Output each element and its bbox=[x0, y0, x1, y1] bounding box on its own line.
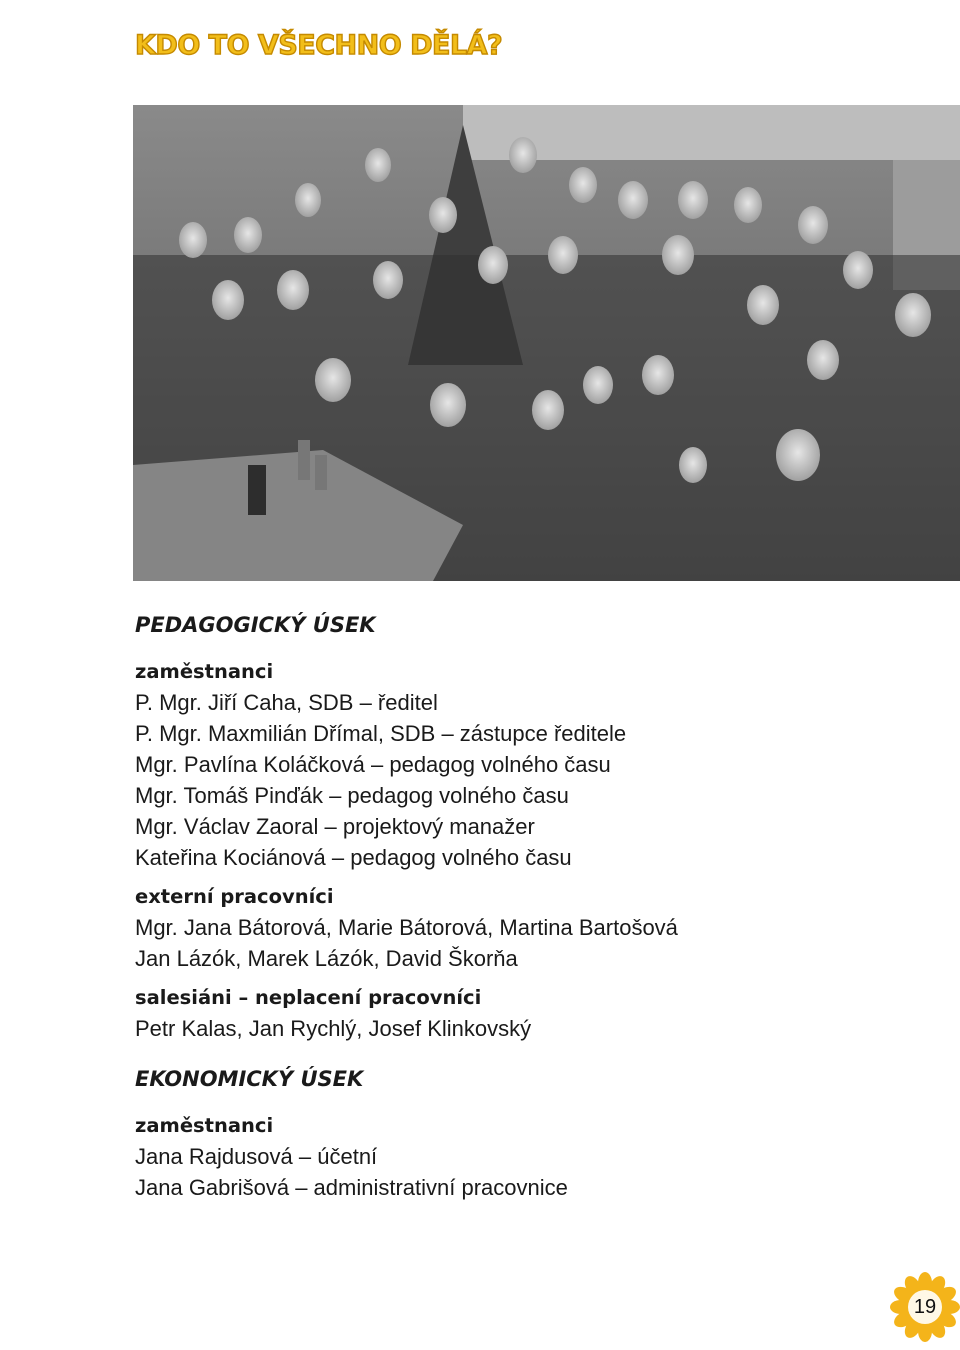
list-item: P. Mgr. Maxmilián Dřímal, SDB – zástupce ředitele bbox=[135, 721, 627, 746]
list-item: Petr Kalas, Jan Rychlý, Josef Klinkovský bbox=[135, 1016, 532, 1041]
section-pedagogicky bbox=[135, 610, 895, 1044]
list-item: P. Mgr. Jiří Caha, SDB – ředitel bbox=[135, 690, 438, 715]
group-label: externí pracovníci bbox=[135, 885, 334, 908]
group-externi bbox=[135, 882, 895, 974]
group-salesiani bbox=[135, 983, 895, 1044]
group-label: salesiáni – neplacení pracovníci bbox=[135, 986, 482, 1009]
group-zamestnanci bbox=[135, 657, 895, 873]
list-item: Kateřina Kociánová – pedagog volného času bbox=[135, 845, 572, 870]
section-ekonomicky bbox=[135, 1064, 895, 1203]
section-heading: EKONOMICKÝ ÚSEK bbox=[135, 1067, 364, 1091]
group-photo bbox=[133, 105, 960, 581]
page-title: KDO TO VŠECHNO DĚLÁ? bbox=[135, 30, 503, 61]
group-photo-icon bbox=[133, 105, 960, 581]
list-item: Jana Gabrišová – administrativní pracovnice bbox=[135, 1175, 568, 1200]
list-item: Jan Lázók, Marek Lázók, David Škorňa bbox=[135, 946, 518, 971]
list-item: Mgr. Pavlína Koláčková – pedagog volného času bbox=[135, 752, 611, 777]
group-zamestnanci bbox=[135, 1111, 895, 1203]
list-item: Mgr. Václav Zaoral – projektový manažer bbox=[135, 814, 535, 839]
group-label: zaměstnanci bbox=[135, 660, 274, 683]
list-item: Jana Rajdusová – účetní bbox=[135, 1144, 378, 1169]
section-heading: PEDAGOGICKÝ ÚSEK bbox=[135, 613, 376, 637]
list-item: Mgr. Jana Bátorová, Marie Bátorová, Martina Bartošová bbox=[135, 915, 678, 940]
group-label: zaměstnanci bbox=[135, 1114, 274, 1137]
list-item: Mgr. Tomáš Pinďák – pedagog volného času bbox=[135, 783, 569, 808]
staff-list bbox=[135, 610, 895, 1212]
page-number: 19 bbox=[913, 1296, 937, 1318]
